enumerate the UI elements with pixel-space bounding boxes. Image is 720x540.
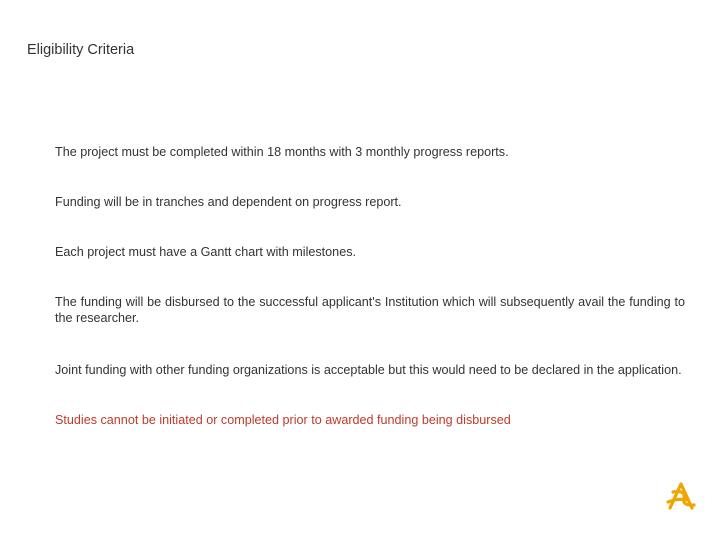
page-title: Eligibility Criteria (27, 42, 135, 58)
criteria-item-joint-funding: Joint funding with other funding organizations is acceptable but this would need to be declared in the application. (55, 363, 682, 377)
criteria-item-tranches: Funding will be in tranches and dependent on progress report. (55, 195, 402, 209)
criteria-item-disbursement: The funding will be disbursed to the successful applicant's Institution which will subsequently avail the funding to the researcher. (55, 295, 685, 325)
brand-logo-icon (664, 478, 698, 516)
criteria-item-duration: The project must be completed within 18 months with 3 monthly progress reports. (55, 145, 509, 159)
criteria-item-warning: Studies cannot be initiated or completed prior to awarded funding being disbursed (55, 413, 511, 427)
criteria-item-gantt: Each project must have a Gantt chart with milestones. (55, 245, 356, 259)
